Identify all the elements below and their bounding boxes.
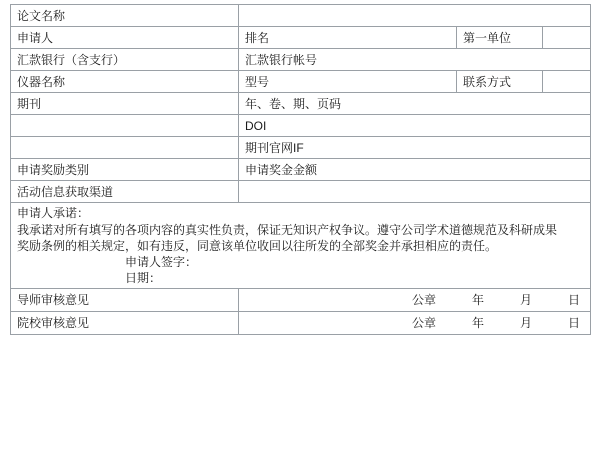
advisor-year-label: 年 xyxy=(471,293,484,307)
commitment-heading: 申请人承诺： xyxy=(17,206,90,220)
table-row xyxy=(11,71,591,93)
table-row xyxy=(11,5,591,27)
award-type-label: 申请奖励类别 xyxy=(11,159,239,181)
paper-title-field[interactable] xyxy=(239,5,591,27)
journal-if-label: 期刊官网IF xyxy=(239,137,591,159)
school-seal-label: 公章 xyxy=(411,316,436,330)
rank-label: 排名 xyxy=(239,27,457,49)
info-channel-field[interactable] xyxy=(239,181,591,203)
commitment-block xyxy=(11,203,591,289)
journal-extra-field-2[interactable] xyxy=(11,137,239,159)
first-unit-label: 第一单位 xyxy=(457,27,543,49)
applicant-label: 申请人 xyxy=(11,27,239,49)
advisor-opinion-label: 导师审核意见 xyxy=(11,289,239,312)
info-channel-label: 活动信息获取渠道 xyxy=(11,181,239,203)
award-amount-label: 申请奖金金额 xyxy=(239,159,591,181)
table-row xyxy=(11,181,591,203)
table-row xyxy=(11,159,591,181)
remittance-bank-label: 汇款银行（含支行） xyxy=(11,49,239,71)
advisor-review-row xyxy=(11,289,591,312)
application-form-sheet xyxy=(10,4,590,335)
school-day-label: 日 xyxy=(568,316,581,330)
advisor-stamp-area[interactable] xyxy=(239,289,591,312)
model-label: 型号 xyxy=(239,71,457,93)
instrument-name-label: 仪器名称 xyxy=(11,71,239,93)
school-opinion-label: 院校审核意见 xyxy=(11,312,239,335)
school-year-label: 年 xyxy=(471,316,484,330)
applicant-signature-label: 申请人签字： xyxy=(125,255,198,269)
table-row xyxy=(11,27,591,49)
table-row xyxy=(11,137,591,159)
contact-label: 联系方式 xyxy=(457,71,543,93)
application-form-table xyxy=(10,4,591,335)
school-review-row xyxy=(11,312,591,335)
advisor-seal-label: 公章 xyxy=(411,293,436,307)
table-row xyxy=(11,93,591,115)
school-month-label: 月 xyxy=(519,316,532,330)
commitment-date-label: 日期： xyxy=(125,271,162,285)
paper-title-label: 论文名称 xyxy=(11,5,239,27)
contact-field[interactable] xyxy=(543,71,591,93)
school-stamp-area[interactable] xyxy=(239,312,591,335)
year-volume-page-label: 年、卷、期、页码 xyxy=(239,93,591,115)
first-unit-field[interactable] xyxy=(543,27,591,49)
commitment-line-2: 奖励条例的相关规定，如有违反，同意该单位收回以往所发的全部奖金并承担相应的责任。 xyxy=(17,239,498,253)
advisor-day-label: 日 xyxy=(568,293,581,307)
journal-label: 期刊 xyxy=(11,93,239,115)
table-row xyxy=(11,49,591,71)
commitment-row xyxy=(11,203,591,289)
journal-extra-field[interactable] xyxy=(11,115,239,137)
doi-label: DOI xyxy=(239,115,591,137)
bank-account-label: 汇款银行帐号 xyxy=(239,49,591,71)
table-row xyxy=(11,115,591,137)
commitment-line-1: 我承诺对所有填写的各项内容的真实性负责，保证无知识产权争议。遵守公司学术道德规范及科研成果 xyxy=(17,223,558,237)
advisor-month-label: 月 xyxy=(519,293,532,307)
